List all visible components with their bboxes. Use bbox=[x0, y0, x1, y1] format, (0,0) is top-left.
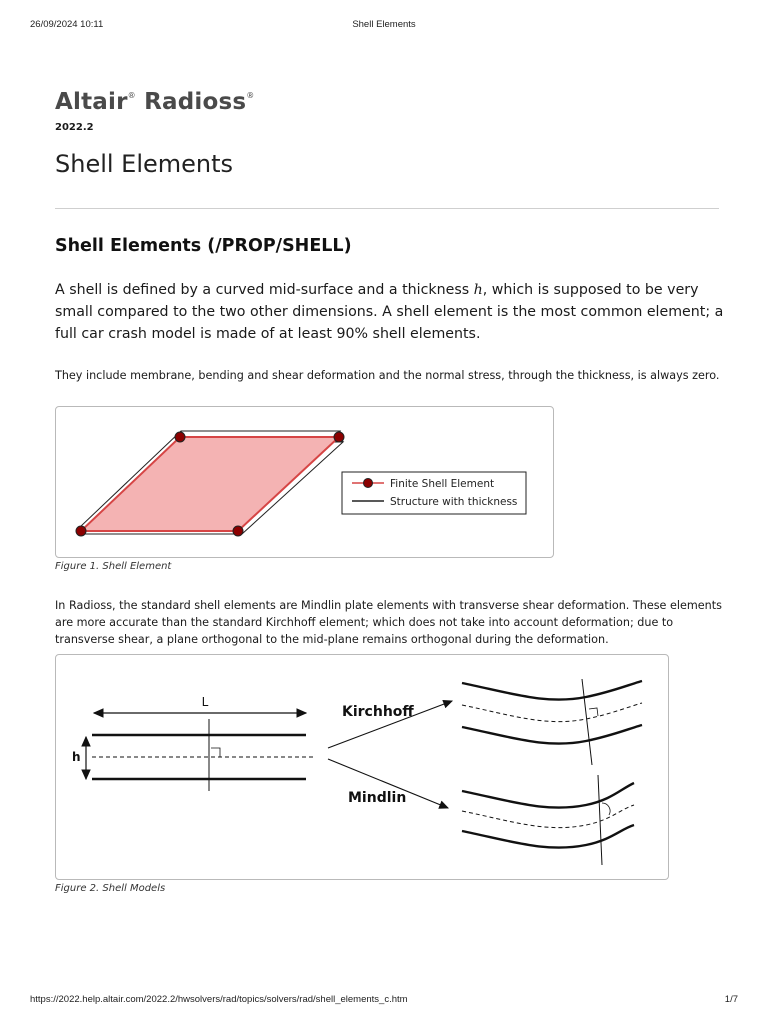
legend-node-label: Finite Shell Element bbox=[390, 478, 495, 490]
legend-line-label: Structure with thickness bbox=[390, 496, 518, 508]
intro-text: A shell is defined by a curved mid-surface and a thickness bbox=[55, 282, 474, 298]
mindlin-deformed-plate bbox=[462, 775, 634, 865]
print-title: Shell Elements bbox=[352, 19, 416, 30]
figure1-legend bbox=[342, 472, 526, 514]
print-datetime: 26/09/2024 10:11 bbox=[30, 19, 104, 30]
registered-mark: ® bbox=[127, 91, 136, 100]
shell-node bbox=[233, 526, 243, 536]
undeformed-plate bbox=[72, 695, 316, 791]
shell-models-diagram bbox=[56, 655, 668, 879]
section-title: Shell Elements (/PROP/SHELL) bbox=[55, 236, 352, 256]
paragraph-deformation: They include membrane, bending and shear deformation and the normal stress, through the thickness, is always zero. bbox=[55, 369, 720, 382]
shell-element-diagram bbox=[56, 407, 553, 557]
mindlin-label: Mindlin bbox=[348, 790, 407, 806]
figure2-caption: Figure 2. Shell Models bbox=[55, 883, 166, 894]
kirchhoff-deformed-plate bbox=[462, 679, 642, 765]
shell-node bbox=[76, 526, 86, 536]
figure1-caption: Figure 1. Shell Element bbox=[55, 561, 172, 572]
brand-company: Altair bbox=[55, 89, 128, 115]
intro-text-cont: , which is supposed to be very small compared to the two other dimensions. A shell element is the most common element; a full car crash model is made of at least 90% shell elements. bbox=[55, 282, 724, 342]
figure-shell-element bbox=[55, 406, 554, 558]
page-title: Shell Elements bbox=[55, 150, 234, 178]
legend-node-icon bbox=[364, 479, 373, 488]
registered-mark: ® bbox=[246, 91, 255, 100]
print-page-number: 1/7 bbox=[724, 994, 738, 1005]
brand-product: Radioss bbox=[144, 89, 247, 115]
thickness-label: h bbox=[72, 750, 81, 764]
version-label: 2022.2 bbox=[55, 122, 94, 133]
intro-paragraph bbox=[55, 279, 725, 345]
figure-shell-models bbox=[55, 654, 669, 880]
paragraph-mindlin: In Radioss, the standard shell elements are Mindlin plate elements with transverse shear deformation. These elements are more accurate than the standard Kirchhoff element; which does not take into account deformation; due to transverse shear, a plane orthogonal to the mid-plane remains orthogonal during the deformation. bbox=[55, 599, 722, 646]
kirchhoff-label: Kirchhoff bbox=[342, 704, 414, 720]
shell-mid-surface bbox=[81, 437, 339, 531]
altair-radioss-logo[interactable] bbox=[55, 89, 254, 115]
thickness-variable: h bbox=[473, 282, 483, 298]
shell-node bbox=[334, 432, 344, 442]
title-divider bbox=[55, 208, 719, 209]
shell-node bbox=[175, 432, 185, 442]
length-label: L bbox=[201, 695, 209, 709]
print-url[interactable]: https://2022.help.altair.com/2022.2/hwsolvers/rad/topics/solvers/rad/shell_elements_c.htm bbox=[30, 994, 408, 1005]
